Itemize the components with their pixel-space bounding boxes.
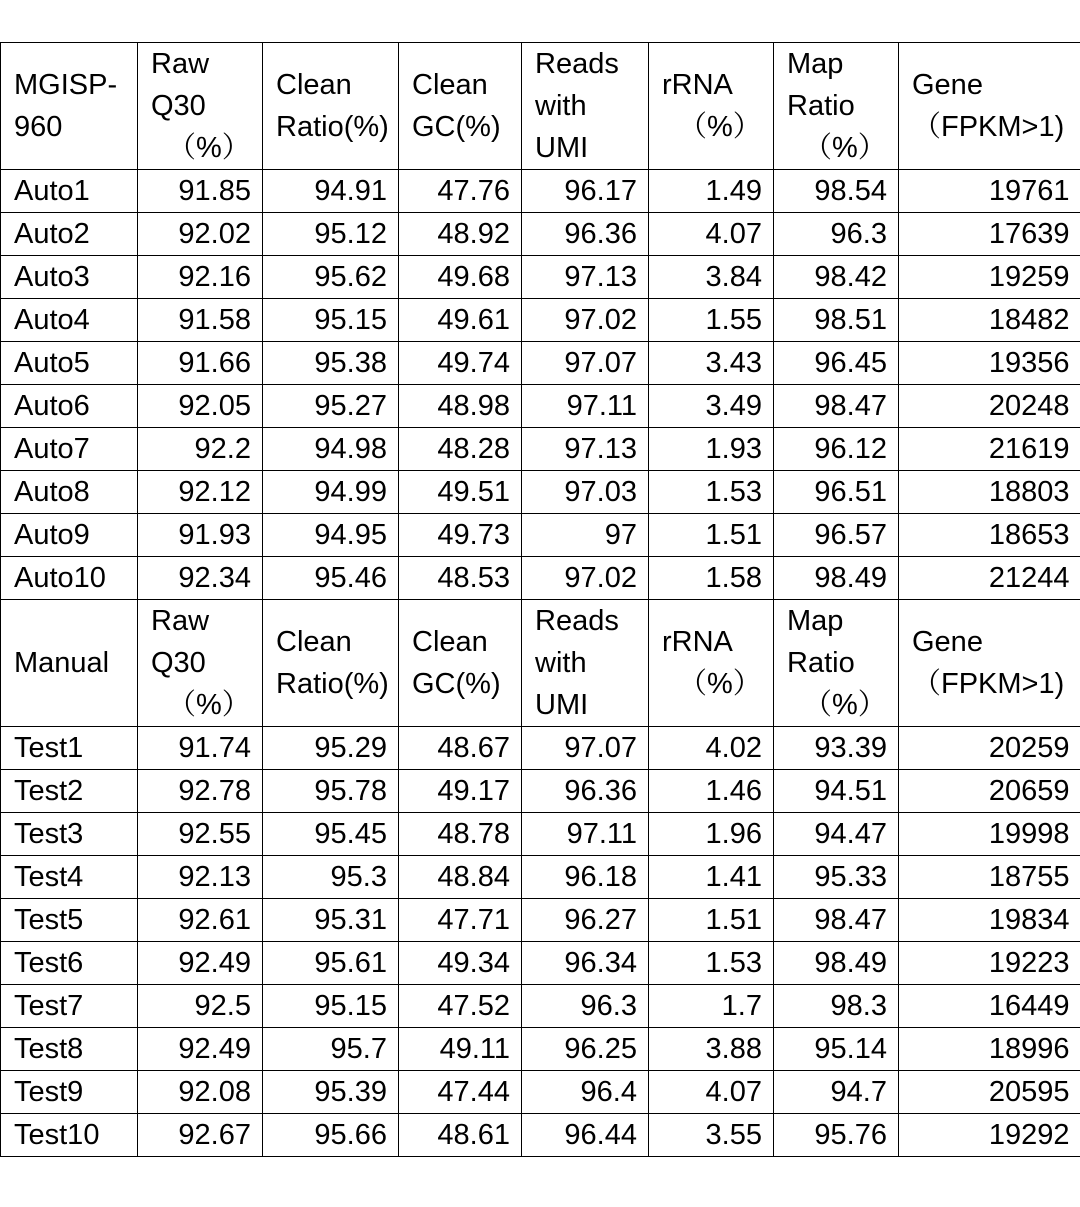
table-row <box>1 213 1080 256</box>
column-header-line: （FPKM>1) <box>912 668 1065 700</box>
value-cell-reads-with-umi: 97.11 <box>522 385 649 428</box>
value-cell-raw-q30: 92.13 <box>138 856 263 899</box>
value-cell-map-ratio: 98.54 <box>774 170 899 213</box>
value-cell-reads-with-umi: 96.44 <box>522 1114 649 1157</box>
column-header-line: Gene <box>912 626 983 658</box>
column-header-line: Clean <box>276 626 352 658</box>
column-header-reads-with-umi <box>522 43 649 170</box>
sample-name-cell: Auto8 <box>1 471 138 514</box>
column-header-line: with <box>535 90 587 122</box>
column-header-clean-ratio <box>263 43 399 170</box>
value-cell-clean-gc: 48.84 <box>399 856 522 899</box>
value-cell-gene-fpkm: 18482 <box>899 299 1080 342</box>
value-cell-gene-fpkm: 19292 <box>899 1114 1080 1157</box>
value-cell-clean-gc: 49.11 <box>399 1028 522 1071</box>
value-cell-raw-q30: 91.66 <box>138 342 263 385</box>
table-body <box>1 43 1080 1157</box>
value-cell-map-ratio: 96.57 <box>774 514 899 557</box>
column-header-line: GC(%) <box>412 111 501 143</box>
value-cell-reads-with-umi: 96.27 <box>522 899 649 942</box>
value-cell-raw-q30: 92.12 <box>138 471 263 514</box>
table-row <box>1 770 1080 813</box>
value-cell-raw-q30: 92.5 <box>138 985 263 1028</box>
value-cell-reads-with-umi: 97.07 <box>522 342 649 385</box>
column-header-line: UMI <box>535 689 589 721</box>
column-header-line: Clean <box>276 69 352 101</box>
column-header-line: （%） <box>167 132 251 164</box>
value-cell-clean-gc: 48.28 <box>399 428 522 471</box>
value-cell-clean-ratio: 94.95 <box>263 514 399 557</box>
value-cell-reads-with-umi: 96.4 <box>522 1071 649 1114</box>
column-header-line: GC(%) <box>412 668 501 700</box>
value-cell-clean-gc: 49.61 <box>399 299 522 342</box>
column-header-line: （%） <box>803 132 887 164</box>
value-cell-clean-gc: 48.61 <box>399 1114 522 1157</box>
column-header-line: Q30 <box>151 90 206 122</box>
sample-name-cell: Auto7 <box>1 428 138 471</box>
column-header-line: Clean <box>412 69 488 101</box>
value-cell-map-ratio: 98.49 <box>774 557 899 600</box>
value-cell-clean-ratio: 95.61 <box>263 942 399 985</box>
value-cell-rrna: 3.84 <box>649 256 774 299</box>
value-cell-map-ratio: 94.7 <box>774 1071 899 1114</box>
value-cell-rrna: 3.55 <box>649 1114 774 1157</box>
column-header-gene-fpkm <box>899 600 1080 727</box>
value-cell-clean-ratio: 95.15 <box>263 985 399 1028</box>
value-cell-reads-with-umi: 97.11 <box>522 813 649 856</box>
value-cell-clean-gc: 49.51 <box>399 471 522 514</box>
value-cell-raw-q30: 91.93 <box>138 514 263 557</box>
value-cell-gene-fpkm: 18996 <box>899 1028 1080 1071</box>
value-cell-reads-with-umi: 96.34 <box>522 942 649 985</box>
value-cell-map-ratio: 96.12 <box>774 428 899 471</box>
column-header-reads-with-umi <box>522 600 649 727</box>
value-cell-raw-q30: 91.85 <box>138 170 263 213</box>
value-cell-gene-fpkm: 19834 <box>899 899 1080 942</box>
value-cell-map-ratio: 98.47 <box>774 899 899 942</box>
column-header-line: with <box>535 647 587 679</box>
value-cell-clean-ratio: 95.45 <box>263 813 399 856</box>
value-cell-map-ratio: 95.76 <box>774 1114 899 1157</box>
value-cell-clean-ratio: 95.66 <box>263 1114 399 1157</box>
value-cell-rrna: 1.51 <box>649 899 774 942</box>
column-header-line: Ratio <box>787 90 855 122</box>
value-cell-gene-fpkm: 16449 <box>899 985 1080 1028</box>
value-cell-gene-fpkm: 19223 <box>899 942 1080 985</box>
table-row <box>1 856 1080 899</box>
value-cell-reads-with-umi: 96.3 <box>522 985 649 1028</box>
column-header-line: Clean <box>412 626 488 658</box>
value-cell-map-ratio: 96.51 <box>774 471 899 514</box>
value-cell-clean-gc: 48.92 <box>399 213 522 256</box>
value-cell-reads-with-umi: 97.02 <box>522 557 649 600</box>
sample-name-cell: Test7 <box>1 985 138 1028</box>
value-cell-raw-q30: 92.02 <box>138 213 263 256</box>
table-row <box>1 557 1080 600</box>
sample-name-cell: Test8 <box>1 1028 138 1071</box>
value-cell-rrna: 1.53 <box>649 471 774 514</box>
table-row <box>1 727 1080 770</box>
value-cell-gene-fpkm: 20659 <box>899 770 1080 813</box>
sample-name-cell: Test3 <box>1 813 138 856</box>
value-cell-reads-with-umi: 96.18 <box>522 856 649 899</box>
value-cell-map-ratio: 93.39 <box>774 727 899 770</box>
value-cell-map-ratio: 94.47 <box>774 813 899 856</box>
group-label-cell <box>1 600 138 727</box>
column-header-line: （%） <box>803 689 887 721</box>
value-cell-raw-q30: 92.78 <box>138 770 263 813</box>
value-cell-clean-ratio: 95.15 <box>263 299 399 342</box>
column-header-raw-q30 <box>138 600 263 727</box>
sample-name-cell: Auto2 <box>1 213 138 256</box>
value-cell-gene-fpkm: 21619 <box>899 428 1080 471</box>
column-header-line: rRNA <box>662 69 733 101</box>
value-cell-reads-with-umi: 97.03 <box>522 471 649 514</box>
group-label-line: Manual <box>14 647 110 679</box>
header-row-mgisp <box>1 43 1080 170</box>
column-header-rrna <box>649 43 774 170</box>
column-header-gene-fpkm <box>899 43 1080 170</box>
sample-name-cell: Auto5 <box>1 342 138 385</box>
value-cell-map-ratio: 95.14 <box>774 1028 899 1071</box>
value-cell-gene-fpkm: 18653 <box>899 514 1080 557</box>
value-cell-gene-fpkm: 19998 <box>899 813 1080 856</box>
value-cell-raw-q30: 92.61 <box>138 899 263 942</box>
value-cell-clean-gc: 49.68 <box>399 256 522 299</box>
value-cell-clean-gc: 48.78 <box>399 813 522 856</box>
value-cell-map-ratio: 96.3 <box>774 213 899 256</box>
value-cell-clean-gc: 48.98 <box>399 385 522 428</box>
value-cell-gene-fpkm: 19356 <box>899 342 1080 385</box>
value-cell-clean-gc: 47.76 <box>399 170 522 213</box>
value-cell-rrna: 1.93 <box>649 428 774 471</box>
table-row <box>1 813 1080 856</box>
value-cell-raw-q30: 92.49 <box>138 942 263 985</box>
value-cell-raw-q30: 92.34 <box>138 557 263 600</box>
value-cell-raw-q30: 92.2 <box>138 428 263 471</box>
table-row <box>1 385 1080 428</box>
column-header-rrna <box>649 600 774 727</box>
value-cell-clean-ratio: 95.46 <box>263 557 399 600</box>
value-cell-raw-q30: 92.49 <box>138 1028 263 1071</box>
column-header-line: Raw <box>151 605 210 637</box>
column-header-line: Reads <box>535 605 619 637</box>
value-cell-raw-q30: 91.74 <box>138 727 263 770</box>
value-cell-map-ratio: 98.3 <box>774 985 899 1028</box>
value-cell-clean-ratio: 95.39 <box>263 1071 399 1114</box>
value-cell-gene-fpkm: 19761 <box>899 170 1080 213</box>
value-cell-reads-with-umi: 97.07 <box>522 727 649 770</box>
value-cell-clean-ratio: 95.27 <box>263 385 399 428</box>
value-cell-clean-ratio: 95.62 <box>263 256 399 299</box>
value-cell-rrna: 1.49 <box>649 170 774 213</box>
value-cell-clean-gc: 47.52 <box>399 985 522 1028</box>
sample-name-cell: Auto6 <box>1 385 138 428</box>
column-header-map-ratio <box>774 43 899 170</box>
column-header-clean-gc <box>399 43 522 170</box>
sample-name-cell: Auto4 <box>1 299 138 342</box>
value-cell-rrna: 4.07 <box>649 1071 774 1114</box>
sample-name-cell: Auto3 <box>1 256 138 299</box>
column-header-line: Reads <box>535 48 619 80</box>
value-cell-clean-gc: 49.73 <box>399 514 522 557</box>
value-cell-gene-fpkm: 20259 <box>899 727 1080 770</box>
value-cell-gene-fpkm: 20248 <box>899 385 1080 428</box>
column-header-line: Ratio(%) <box>276 668 389 700</box>
value-cell-gene-fpkm: 18755 <box>899 856 1080 899</box>
value-cell-map-ratio: 95.33 <box>774 856 899 899</box>
column-header-clean-gc <box>399 600 522 727</box>
value-cell-rrna: 1.41 <box>649 856 774 899</box>
sample-name-cell: Auto1 <box>1 170 138 213</box>
value-cell-rrna: 3.43 <box>649 342 774 385</box>
value-cell-map-ratio: 98.47 <box>774 385 899 428</box>
table-row <box>1 256 1080 299</box>
column-header-line: （%） <box>678 111 762 143</box>
value-cell-gene-fpkm: 18803 <box>899 471 1080 514</box>
value-cell-clean-gc: 49.17 <box>399 770 522 813</box>
value-cell-reads-with-umi: 97.02 <box>522 299 649 342</box>
sample-name-cell: Test1 <box>1 727 138 770</box>
table-row <box>1 1071 1080 1114</box>
group-label-cell <box>1 43 138 170</box>
value-cell-map-ratio: 98.51 <box>774 299 899 342</box>
column-header-line: rRNA <box>662 626 733 658</box>
value-cell-clean-ratio: 95.12 <box>263 213 399 256</box>
value-cell-map-ratio: 96.45 <box>774 342 899 385</box>
column-header-line: Raw <box>151 48 210 80</box>
column-header-map-ratio <box>774 600 899 727</box>
value-cell-reads-with-umi: 96.36 <box>522 770 649 813</box>
value-cell-gene-fpkm: 17639 <box>899 213 1080 256</box>
value-cell-rrna: 1.58 <box>649 557 774 600</box>
value-cell-clean-ratio: 95.29 <box>263 727 399 770</box>
value-cell-clean-ratio: 95.3 <box>263 856 399 899</box>
sample-name-cell: Test9 <box>1 1071 138 1114</box>
value-cell-map-ratio: 98.42 <box>774 256 899 299</box>
table-row <box>1 342 1080 385</box>
column-header-line: Ratio(%) <box>276 111 389 143</box>
column-header-raw-q30 <box>138 43 263 170</box>
column-header-line: （FPKM>1) <box>912 111 1065 143</box>
value-cell-reads-with-umi: 96.17 <box>522 170 649 213</box>
value-cell-raw-q30: 92.05 <box>138 385 263 428</box>
column-header-clean-ratio <box>263 600 399 727</box>
sample-name-cell: Test5 <box>1 899 138 942</box>
value-cell-gene-fpkm: 21244 <box>899 557 1080 600</box>
value-cell-gene-fpkm: 19259 <box>899 256 1080 299</box>
value-cell-clean-ratio: 95.7 <box>263 1028 399 1071</box>
sample-name-cell: Auto10 <box>1 557 138 600</box>
column-header-line: Ratio <box>787 647 855 679</box>
sample-name-cell: Test10 <box>1 1114 138 1157</box>
column-header-line: Q30 <box>151 647 206 679</box>
column-header-line: Map <box>787 605 844 637</box>
value-cell-clean-gc: 47.71 <box>399 899 522 942</box>
column-header-line: （%） <box>678 668 762 700</box>
column-header-line: Gene <box>912 69 983 101</box>
table-row <box>1 942 1080 985</box>
value-cell-clean-ratio: 94.99 <box>263 471 399 514</box>
value-cell-map-ratio: 94.51 <box>774 770 899 813</box>
header-row-manual <box>1 600 1080 727</box>
sample-name-cell: Test2 <box>1 770 138 813</box>
group-label-line: MGISP- <box>14 69 118 101</box>
value-cell-clean-gc: 48.53 <box>399 557 522 600</box>
table-row <box>1 985 1080 1028</box>
value-cell-reads-with-umi: 96.25 <box>522 1028 649 1071</box>
value-cell-rrna: 1.46 <box>649 770 774 813</box>
table-row <box>1 428 1080 471</box>
table-row <box>1 514 1080 557</box>
value-cell-gene-fpkm: 20595 <box>899 1071 1080 1114</box>
value-cell-clean-ratio: 94.98 <box>263 428 399 471</box>
value-cell-rrna: 3.49 <box>649 385 774 428</box>
value-cell-clean-gc: 49.34 <box>399 942 522 985</box>
column-header-line: Map <box>787 48 844 80</box>
table-row <box>1 471 1080 514</box>
value-cell-clean-gc: 49.74 <box>399 342 522 385</box>
table-row <box>1 1028 1080 1071</box>
value-cell-rrna: 1.7 <box>649 985 774 1028</box>
table-row <box>1 1114 1080 1157</box>
sample-name-cell: Test6 <box>1 942 138 985</box>
sample-name-cell: Test4 <box>1 856 138 899</box>
value-cell-reads-with-umi: 97 <box>522 514 649 557</box>
value-cell-raw-q30: 91.58 <box>138 299 263 342</box>
value-cell-raw-q30: 92.67 <box>138 1114 263 1157</box>
value-cell-map-ratio: 98.49 <box>774 942 899 985</box>
group-label-line: 960 <box>14 111 63 143</box>
column-header-line: （%） <box>167 689 251 721</box>
value-cell-clean-ratio: 95.38 <box>263 342 399 385</box>
table-row <box>1 299 1080 342</box>
value-cell-clean-ratio: 95.78 <box>263 770 399 813</box>
value-cell-raw-q30: 92.08 <box>138 1071 263 1114</box>
value-cell-rrna: 3.88 <box>649 1028 774 1071</box>
value-cell-reads-with-umi: 97.13 <box>522 428 649 471</box>
value-cell-raw-q30: 92.16 <box>138 256 263 299</box>
value-cell-rrna: 4.07 <box>649 213 774 256</box>
value-cell-clean-gc: 47.44 <box>399 1071 522 1114</box>
table-row <box>1 899 1080 942</box>
value-cell-rrna: 1.55 <box>649 299 774 342</box>
value-cell-rrna: 1.51 <box>649 514 774 557</box>
column-header-line: UMI <box>535 132 589 164</box>
table-row <box>1 170 1080 213</box>
value-cell-clean-gc: 48.67 <box>399 727 522 770</box>
value-cell-raw-q30: 92.55 <box>138 813 263 856</box>
results-table <box>0 42 1080 1157</box>
value-cell-reads-with-umi: 97.13 <box>522 256 649 299</box>
value-cell-rrna: 1.53 <box>649 942 774 985</box>
value-cell-rrna: 4.02 <box>649 727 774 770</box>
value-cell-clean-ratio: 94.91 <box>263 170 399 213</box>
value-cell-rrna: 1.96 <box>649 813 774 856</box>
value-cell-clean-ratio: 95.31 <box>263 899 399 942</box>
sample-name-cell: Auto9 <box>1 514 138 557</box>
value-cell-reads-with-umi: 96.36 <box>522 213 649 256</box>
